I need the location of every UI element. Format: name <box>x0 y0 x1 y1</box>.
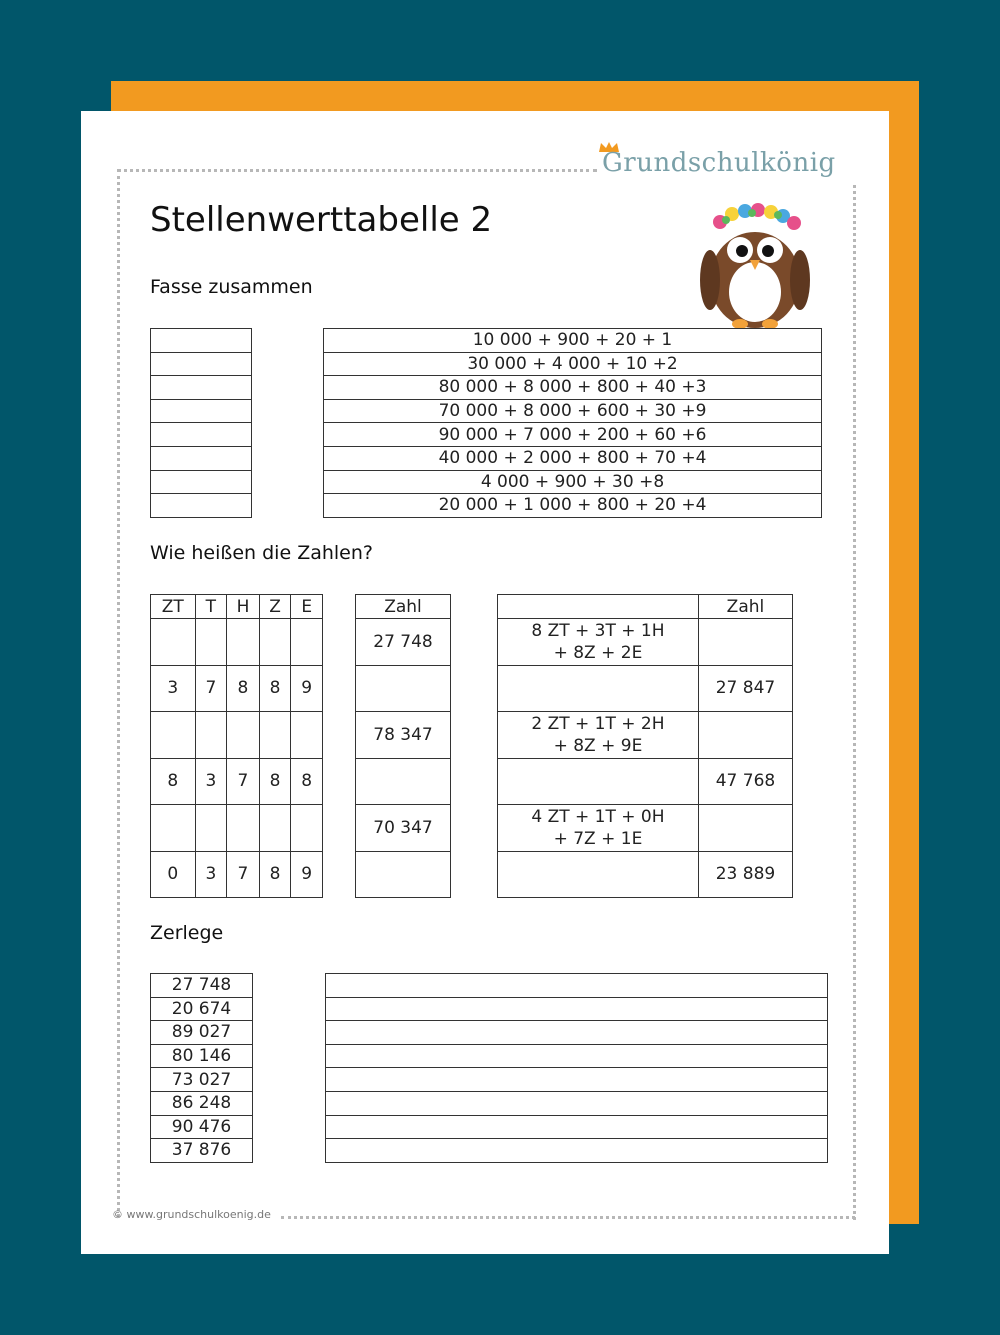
digit-cell: 3 <box>195 758 227 805</box>
digit-cell: 3 <box>151 665 196 712</box>
header-t: T <box>195 595 227 619</box>
expanded-zahl: 27 847 <box>698 665 792 712</box>
digit-cell[interactable] <box>151 805 196 852</box>
digit-cell: 8 <box>259 665 291 712</box>
owl-illustration <box>690 200 820 332</box>
digit-cell: 8 <box>227 665 260 712</box>
dotted-border-right <box>853 185 856 1220</box>
section-heading-fasse: Fasse zusammen <box>150 276 313 298</box>
zerlege-number: 73 027 <box>151 1068 253 1092</box>
page-title: Stellenwerttabelle 2 <box>150 200 493 240</box>
expanded-expr: 2 ZT + 1T + 2H + 8Z + 9E <box>498 712 699 759</box>
digit-cell: 8 <box>151 758 196 805</box>
digit-cell[interactable] <box>291 619 323 666</box>
zerlege-number: 89 027 <box>151 1021 253 1045</box>
zahl-header: Zahl <box>356 595 451 619</box>
answer-blank-table-1 <box>150 328 252 518</box>
answer-blank[interactable] <box>326 1021 828 1045</box>
expanded-header-blank <box>498 595 699 619</box>
digit-cell[interactable] <box>151 619 196 666</box>
expanded-zahl[interactable] <box>698 619 792 666</box>
header-h: H <box>227 595 260 619</box>
digit-cell[interactable] <box>259 619 291 666</box>
answer-blank[interactable] <box>151 376 252 400</box>
expression-cell: 30 000 + 4 000 + 10 +2 <box>324 352 822 376</box>
header-zt: ZT <box>151 595 196 619</box>
section-heading-zerlege: Zerlege <box>150 922 224 944</box>
zerlege-number: 37 876 <box>151 1139 253 1163</box>
zahl-cell: 70 347 <box>356 805 451 852</box>
zahl-cell[interactable] <box>356 851 451 898</box>
answer-blank[interactable] <box>151 352 252 376</box>
zerlege-numbers-table <box>150 973 253 1163</box>
zerlege-number: 27 748 <box>151 974 253 998</box>
answer-blank[interactable] <box>326 1044 828 1068</box>
digit-cell[interactable] <box>195 805 227 852</box>
digit-cell[interactable] <box>151 712 196 759</box>
zahl-table <box>355 594 451 898</box>
digit-cell: 8 <box>259 758 291 805</box>
expression-cell: 10 000 + 900 + 20 + 1 <box>324 329 822 353</box>
digit-cell: 7 <box>227 758 260 805</box>
expanded-zahl[interactable] <box>698 712 792 759</box>
copyright-footer: © www.grundschulkoenig.de <box>112 1208 271 1221</box>
digit-cell: 8 <box>259 851 291 898</box>
section-heading-wie-heissen: Wie heißen die Zahlen? <box>150 542 373 564</box>
dotted-border-top <box>117 169 597 172</box>
brand-logo: Grundschulkönig <box>602 148 836 178</box>
expression-table <box>323 328 822 518</box>
header-e: E <box>291 595 323 619</box>
digit-cell[interactable] <box>195 712 227 759</box>
digit-cell[interactable] <box>259 805 291 852</box>
zerlege-number: 90 476 <box>151 1115 253 1139</box>
expression-cell: 70 000 + 8 000 + 600 + 30 +9 <box>324 399 822 423</box>
answer-blank[interactable] <box>326 1091 828 1115</box>
expanded-expr[interactable] <box>498 665 699 712</box>
expanded-zahl: 47 768 <box>698 758 792 805</box>
digit-cell[interactable] <box>227 805 260 852</box>
digit-cell[interactable] <box>195 619 227 666</box>
zahl-cell: 27 748 <box>356 619 451 666</box>
answer-blank[interactable] <box>151 329 252 353</box>
header-z: Z <box>259 595 291 619</box>
expression-cell: 90 000 + 7 000 + 200 + 60 +6 <box>324 423 822 447</box>
zerlege-answer-table <box>325 973 828 1163</box>
digit-cell[interactable] <box>227 619 260 666</box>
digit-cell: 7 <box>227 851 260 898</box>
digit-cell[interactable] <box>227 712 260 759</box>
zahl-cell[interactable] <box>356 758 451 805</box>
answer-blank[interactable] <box>326 1139 828 1163</box>
answer-blank[interactable] <box>151 494 252 518</box>
answer-blank[interactable] <box>151 399 252 423</box>
answer-blank[interactable] <box>151 423 252 447</box>
answer-blank[interactable] <box>151 446 252 470</box>
answer-blank[interactable] <box>151 470 252 494</box>
expanded-zahl-header: Zahl <box>698 595 792 619</box>
zerlege-number: 86 248 <box>151 1091 253 1115</box>
dotted-border-bottom <box>281 1216 855 1219</box>
digit-cell: 3 <box>195 851 227 898</box>
place-value-table <box>150 594 323 898</box>
digit-cell: 8 <box>291 758 323 805</box>
expanded-expr[interactable] <box>498 758 699 805</box>
answer-blank[interactable] <box>326 974 828 998</box>
expanded-zahl: 23 889 <box>698 851 792 898</box>
expression-cell: 80 000 + 8 000 + 800 + 40 +3 <box>324 376 822 400</box>
zerlege-number: 20 674 <box>151 997 253 1021</box>
expression-cell: 20 000 + 1 000 + 800 + 20 +4 <box>324 494 822 518</box>
digit-cell[interactable] <box>291 805 323 852</box>
answer-blank[interactable] <box>326 1115 828 1139</box>
digit-cell: 7 <box>195 665 227 712</box>
digit-cell[interactable] <box>259 712 291 759</box>
answer-blank[interactable] <box>326 997 828 1021</box>
dotted-border-left <box>117 169 120 1217</box>
expanded-expr: 4 ZT + 1T + 0H + 7Z + 1E <box>498 805 699 852</box>
digit-cell: 9 <box>291 851 323 898</box>
digit-cell[interactable] <box>291 712 323 759</box>
expanded-zahl[interactable] <box>698 805 792 852</box>
expanded-form-table <box>497 594 793 898</box>
expanded-expr: 8 ZT + 3T + 1H + 8Z + 2E <box>498 619 699 666</box>
zahl-cell[interactable] <box>356 665 451 712</box>
digit-cell: 0 <box>151 851 196 898</box>
expanded-expr[interactable] <box>498 851 699 898</box>
expression-cell: 4 000 + 900 + 30 +8 <box>324 470 822 494</box>
zahl-cell: 78 347 <box>356 712 451 759</box>
expression-cell: 40 000 + 2 000 + 800 + 70 +4 <box>324 446 822 470</box>
zerlege-number: 80 146 <box>151 1044 253 1068</box>
answer-blank[interactable] <box>326 1068 828 1092</box>
digit-cell: 9 <box>291 665 323 712</box>
